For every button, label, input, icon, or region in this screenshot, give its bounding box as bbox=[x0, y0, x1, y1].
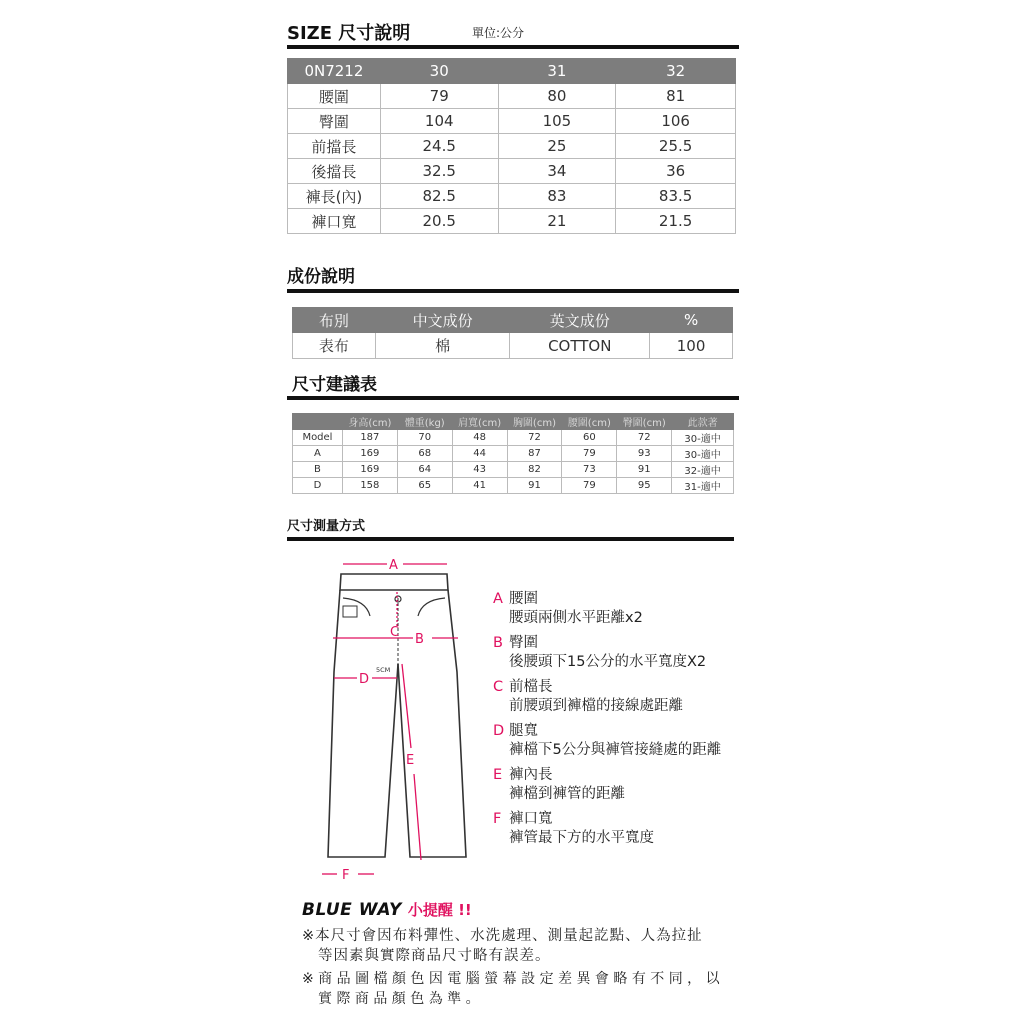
cell: 104 bbox=[380, 109, 498, 134]
cell: 81 bbox=[616, 84, 736, 109]
legend-title: 褲內長 bbox=[509, 767, 553, 783]
cell: 24.5 bbox=[380, 134, 498, 159]
header-cell: 此款著 bbox=[672, 414, 734, 430]
cell: 30-適中 bbox=[672, 446, 734, 462]
cell: 70 bbox=[397, 430, 452, 446]
table-row bbox=[288, 184, 736, 209]
composition-table bbox=[292, 307, 733, 359]
cell: 79 bbox=[380, 84, 498, 109]
brand-logo: BLUE WAY bbox=[302, 900, 402, 920]
legend-item-c bbox=[493, 678, 721, 722]
reminder-note-1: ※本尺寸會因布料彈性、水洗處理、測量起訖點、人為拉扯 bbox=[302, 928, 703, 944]
legend-title: 褲口寬 bbox=[509, 811, 553, 827]
cell: B bbox=[293, 462, 343, 478]
cell: 棉 bbox=[375, 333, 510, 359]
cell: 32-適中 bbox=[672, 462, 734, 478]
cell: COTTON bbox=[510, 333, 650, 359]
cell: 41 bbox=[452, 478, 507, 494]
suggestion-title: 尺寸建議表 bbox=[292, 375, 377, 395]
cell: 82 bbox=[507, 462, 562, 478]
cell: D bbox=[293, 478, 343, 494]
cell: 169 bbox=[342, 446, 397, 462]
cell: 91 bbox=[617, 462, 672, 478]
header-cell: 0N7212 bbox=[288, 59, 381, 84]
suggestion-divider bbox=[287, 396, 739, 400]
header-cell bbox=[293, 414, 343, 430]
legend-key: C bbox=[493, 679, 504, 695]
cell: 91 bbox=[507, 478, 562, 494]
suggestion-table bbox=[292, 413, 734, 494]
cell: A bbox=[293, 446, 343, 462]
diagram-label-e: E bbox=[406, 753, 415, 768]
cell: Model bbox=[293, 430, 343, 446]
legend-title: 臀圍 bbox=[509, 635, 538, 651]
table-row bbox=[293, 462, 734, 478]
table-row bbox=[288, 209, 736, 234]
legend-title: 腰圍 bbox=[509, 591, 538, 607]
size-table-header bbox=[288, 59, 736, 84]
header-cell: 臀圍(cm) bbox=[617, 414, 672, 430]
table-row bbox=[293, 446, 734, 462]
legend-item-a bbox=[493, 590, 721, 634]
legend-key: F bbox=[493, 811, 502, 827]
composition-header bbox=[293, 308, 733, 333]
cell: 79 bbox=[562, 478, 617, 494]
cell: 25 bbox=[498, 134, 616, 159]
cell: 158 bbox=[342, 478, 397, 494]
legend-key: B bbox=[493, 635, 503, 651]
cell: 44 bbox=[452, 446, 507, 462]
legend-desc: 後腰頭下15公分的水平寬度X2 bbox=[509, 654, 707, 670]
table-row bbox=[288, 84, 736, 109]
legend-item-f bbox=[493, 810, 721, 854]
legend-desc: 前腰頭到褲檔的接線處距離 bbox=[509, 698, 683, 714]
cell: 30-適中 bbox=[672, 430, 734, 446]
cell: 20.5 bbox=[380, 209, 498, 234]
table-row bbox=[288, 109, 736, 134]
cell: 80 bbox=[498, 84, 616, 109]
table-row bbox=[293, 333, 733, 359]
composition-divider bbox=[287, 289, 739, 293]
suggestion-header bbox=[293, 414, 734, 430]
row-label: 後擋長 bbox=[288, 159, 381, 184]
header-cell: 腰圍(cm) bbox=[562, 414, 617, 430]
pants-diagram bbox=[310, 552, 480, 882]
cell: 34 bbox=[498, 159, 616, 184]
cell: 72 bbox=[507, 430, 562, 446]
cell: 31-適中 bbox=[672, 478, 734, 494]
legend-desc: 褲檔到褲管的距離 bbox=[509, 786, 625, 802]
five-cm-label: 5CM bbox=[376, 666, 391, 674]
cell: 64 bbox=[397, 462, 452, 478]
cell: 106 bbox=[616, 109, 736, 134]
header-cell: % bbox=[650, 308, 733, 333]
legend-desc: 褲管最下方的水平寬度 bbox=[509, 830, 654, 846]
diagram-label-f: F bbox=[342, 868, 350, 882]
reminder-note-3: ※ 商 品 圖 檔 顏 色 因 電 腦 螢 幕 設 定 差 異 會 略 有 不 同 ， 以 bbox=[302, 971, 720, 987]
legend-item-d bbox=[493, 722, 721, 766]
cell: 36 bbox=[616, 159, 736, 184]
header-cell: 體重(kg) bbox=[397, 414, 452, 430]
diagram-label-b: B bbox=[415, 632, 424, 647]
size-divider bbox=[287, 45, 739, 49]
size-table bbox=[287, 58, 736, 234]
cell: 100 bbox=[650, 333, 733, 359]
legend-desc: 褲檔下5公分與褲管接縫處的距離 bbox=[509, 742, 722, 758]
measure-divider bbox=[287, 537, 734, 541]
cell: 43 bbox=[452, 462, 507, 478]
header-cell: 英文成份 bbox=[510, 308, 650, 333]
legend-key: D bbox=[493, 723, 505, 739]
cell: 25.5 bbox=[616, 134, 736, 159]
row-label: 前擋長 bbox=[288, 134, 381, 159]
legend-item-e bbox=[493, 766, 721, 810]
header-cell: 31 bbox=[498, 59, 616, 84]
header-cell: 胸圍(cm) bbox=[507, 414, 562, 430]
row-label: 褲口寬 bbox=[288, 209, 381, 234]
table-row bbox=[293, 478, 734, 494]
legend-title: 腿寬 bbox=[509, 723, 538, 739]
diagram-label-a: A bbox=[389, 558, 398, 573]
header-cell: 身高(cm) bbox=[342, 414, 397, 430]
cell: 32.5 bbox=[380, 159, 498, 184]
diagram-label-d: D bbox=[359, 672, 370, 687]
cell: 表布 bbox=[293, 333, 376, 359]
cell: 73 bbox=[562, 462, 617, 478]
table-row bbox=[293, 430, 734, 446]
row-label: 腰圍 bbox=[288, 84, 381, 109]
cell: 79 bbox=[562, 446, 617, 462]
unit-label: 單位:公分 bbox=[472, 26, 525, 40]
cell: 21 bbox=[498, 209, 616, 234]
cell: 83.5 bbox=[616, 184, 736, 209]
cell: 72 bbox=[617, 430, 672, 446]
reminder-tip: 小提醒 !! bbox=[407, 901, 472, 919]
cell: 169 bbox=[342, 462, 397, 478]
legend-desc: 腰頭兩側水平距離x2 bbox=[509, 610, 643, 626]
reminder-note-2: 等因素與實際商品尺寸略有誤差。 bbox=[318, 948, 551, 964]
table-row bbox=[288, 134, 736, 159]
composition-title: 成份說明 bbox=[287, 267, 355, 287]
cell: 21.5 bbox=[616, 209, 736, 234]
header-cell: 32 bbox=[616, 59, 736, 84]
cell: 93 bbox=[617, 446, 672, 462]
cell: 60 bbox=[562, 430, 617, 446]
cell: 65 bbox=[397, 478, 452, 494]
cell: 95 bbox=[617, 478, 672, 494]
size-title: SIZE 尺寸說明 bbox=[287, 23, 411, 44]
table-row bbox=[288, 159, 736, 184]
cell: 87 bbox=[507, 446, 562, 462]
reminder-note-4: 實 際 商 品 顏 色 為 準 。 bbox=[318, 991, 480, 1007]
measure-title: 尺寸測量方式 bbox=[287, 519, 366, 534]
cell: 105 bbox=[498, 109, 616, 134]
row-label: 臀圍 bbox=[288, 109, 381, 134]
legend-item-b bbox=[493, 634, 721, 678]
row-label: 褲長(內) bbox=[288, 184, 381, 209]
cell: 82.5 bbox=[380, 184, 498, 209]
measure-legend bbox=[493, 590, 721, 854]
header-cell: 中文成份 bbox=[375, 308, 510, 333]
header-cell: 肩寬(cm) bbox=[452, 414, 507, 430]
cell: 83 bbox=[498, 184, 616, 209]
header-cell: 30 bbox=[380, 59, 498, 84]
header-cell: 布別 bbox=[293, 308, 376, 333]
cell: 68 bbox=[397, 446, 452, 462]
cell: 187 bbox=[342, 430, 397, 446]
reminder-heading bbox=[302, 899, 472, 920]
cell: 48 bbox=[452, 430, 507, 446]
diagram-label-c: C bbox=[390, 625, 400, 640]
legend-key: E bbox=[493, 767, 503, 783]
legend-key: A bbox=[493, 591, 503, 607]
legend-title: 前檔長 bbox=[509, 679, 553, 695]
